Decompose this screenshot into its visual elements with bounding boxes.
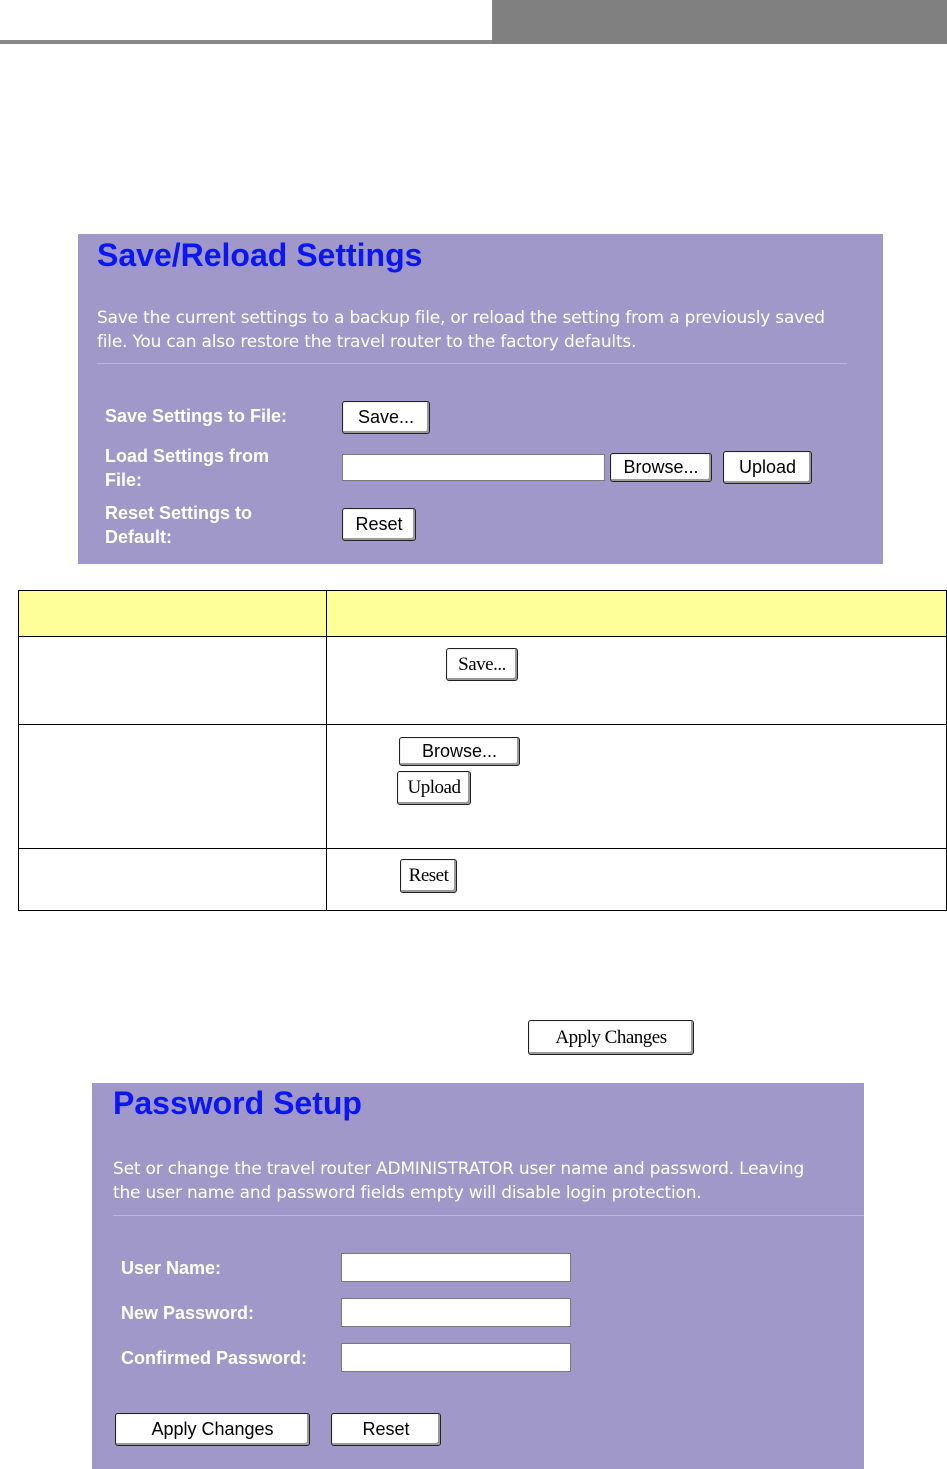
new-password-input[interactable]	[341, 1298, 571, 1327]
table-reset-button[interactable]: Reset	[400, 859, 457, 893]
user-name-input[interactable]	[341, 1253, 571, 1282]
settings-description-table	[18, 590, 947, 911]
header-rule	[0, 40, 492, 44]
table-upload-button[interactable]: Upload	[397, 771, 471, 805]
confirmed-password-label: Confirmed Password:	[121, 1348, 308, 1368]
save-reload-desc-line2: file. You can also restore the travel router to the factory defaults.	[97, 332, 637, 352]
save-reload-panel	[78, 234, 883, 564]
table-border-bottom	[18, 910, 947, 911]
table-border-header	[18, 636, 947, 637]
reset-settings-label: Reset Settings to Default:	[105, 503, 253, 547]
table-border-row2	[18, 848, 947, 849]
table-browse-button[interactable]: Browse...	[399, 737, 520, 766]
inline-apply-changes-button[interactable]: Apply Changes	[528, 1020, 694, 1055]
table-column-divider	[326, 590, 327, 911]
confirmed-password-input[interactable]	[341, 1343, 571, 1372]
save-reload-title: Save/Reload Settings	[97, 237, 423, 273]
reset-settings-button[interactable]: Reset	[342, 508, 416, 541]
table-save-button[interactable]: Save...	[446, 648, 518, 681]
new-password-label: New Password:	[121, 1303, 255, 1323]
save-reload-desc-line1: Save the current settings to a backup file, or reload the setting from a previously saved	[97, 308, 825, 328]
table-header-row	[18, 590, 947, 636]
password-setup-desc-line1: Set or change the travel router ADMINISTRATOR user name and password. Leaving	[113, 1159, 805, 1179]
header-bar	[492, 0, 947, 44]
save-reload-description	[97, 306, 825, 354]
browse-button[interactable]: Browse...	[610, 453, 712, 482]
settings-file-input[interactable]	[342, 454, 605, 481]
upload-button[interactable]: Upload	[723, 451, 812, 484]
table-border-left	[18, 590, 19, 911]
load-settings-label: Load Settings from File:	[105, 446, 270, 490]
password-setup-panel	[92, 1083, 864, 1469]
table-border-top	[18, 590, 947, 591]
save-settings-label: Save Settings to File:	[105, 406, 288, 426]
password-setup-description	[113, 1157, 804, 1205]
save-reload-divider	[97, 363, 847, 364]
password-reset-button[interactable]: Reset	[331, 1413, 441, 1446]
apply-changes-button[interactable]: Apply Changes	[115, 1413, 310, 1446]
password-setup-divider	[113, 1215, 864, 1216]
password-setup-desc-line2: the user name and password fields empty will disable login protection.	[113, 1183, 702, 1203]
save-settings-button[interactable]: Save...	[342, 401, 430, 434]
password-setup-title: Password Setup	[113, 1085, 362, 1121]
user-name-label: User Name:	[121, 1258, 222, 1278]
table-border-row1	[18, 724, 947, 725]
